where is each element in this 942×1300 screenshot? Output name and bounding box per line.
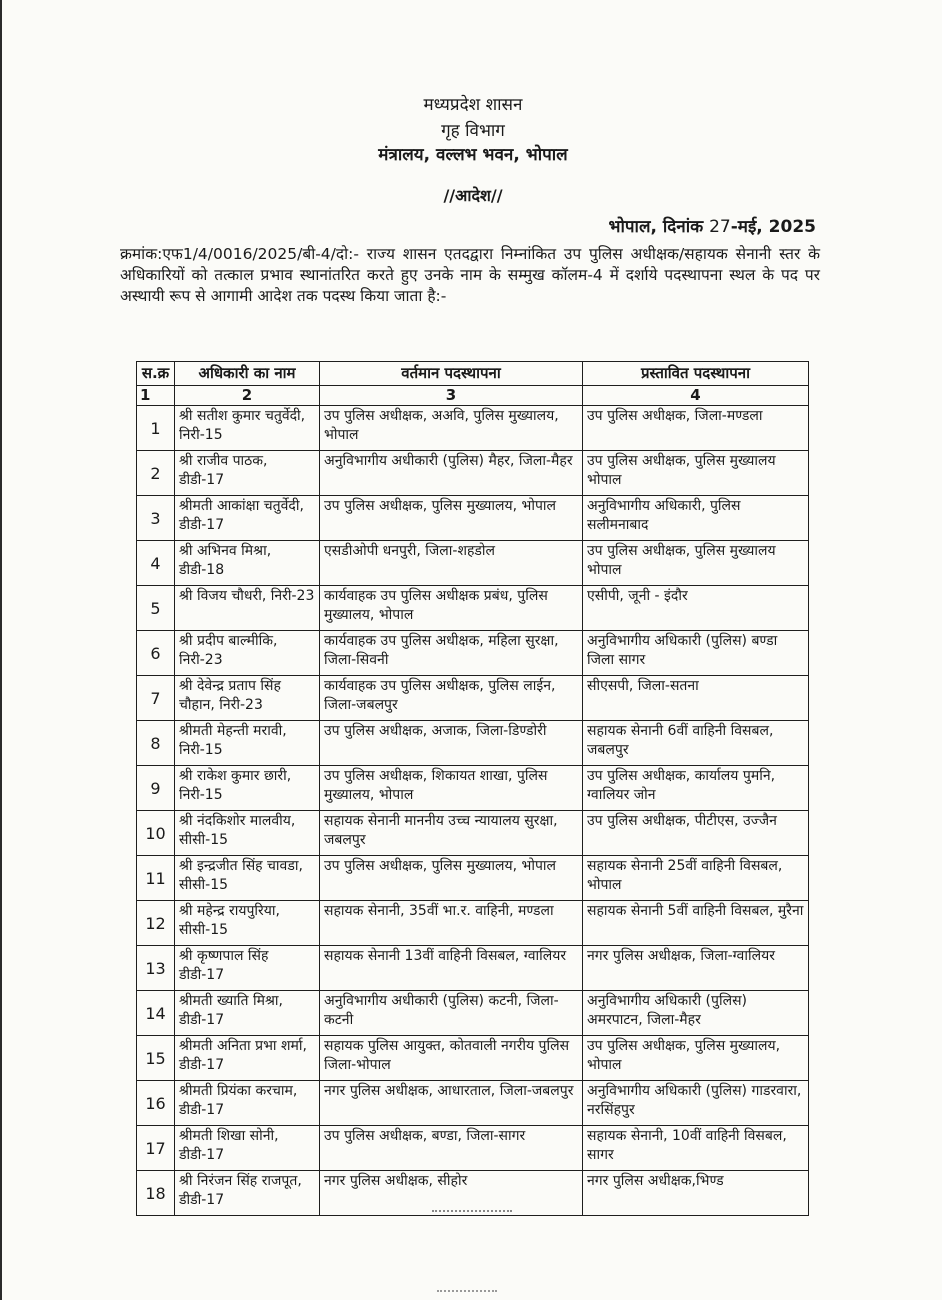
row-serial: 1 <box>137 406 175 451</box>
table-row <box>137 856 809 901</box>
row-serial: 13 <box>137 946 175 991</box>
row-serial: 16 <box>137 1081 175 1126</box>
row-proposed-posting: सहायक सेनानी, 10वीं वाहिनी विसबल, सागर <box>583 1126 809 1171</box>
row-current-posting: सहायक सेनानी माननीय उच्च न्यायालय सुरक्षा, जबलपुर <box>320 811 583 856</box>
row-proposed-posting: अनुविभागीय अधिकारी (पुलिस) बण्डा जिला सागर <box>583 631 809 676</box>
row-current-posting: उप पुलिस अधीक्षक, पुलिस मुख्यालय, भोपाल <box>320 496 583 541</box>
row-officer-name: श्रीमती प्रियंका करचाम, डीडी-17 <box>175 1081 320 1126</box>
row-officer-name: श्री इन्द्रजीत सिंह चावडा, सीसी-15 <box>175 856 320 901</box>
table-row <box>137 1081 809 1126</box>
row-proposed-posting: उप पुलिस अधीक्षक, पुलिस मुख्यालय भोपाल <box>583 541 809 586</box>
row-serial: 4 <box>137 541 175 586</box>
row-serial: 6 <box>137 631 175 676</box>
scan-mark <box>432 1210 512 1216</box>
row-officer-name: श्री निरंजन सिंह राजपूत, डीडी-17 <box>175 1171 320 1216</box>
row-current-posting: अनुविभागीय अधीकारी (पुलिस) मैहर, जिला-मैहर <box>320 451 583 496</box>
table-row <box>137 631 809 676</box>
header-current-posting: वर्तमान पदस्थापना <box>320 362 583 386</box>
row-serial: 17 <box>137 1126 175 1171</box>
row-officer-name: श्री विजय चौधरी, निरी-23 <box>175 586 320 631</box>
row-serial: 5 <box>137 586 175 631</box>
date-line <box>609 214 816 237</box>
header-proposed-posting: प्रस्तावित पदस्थापना <box>583 362 809 386</box>
row-current-posting: नगर पुलिस अधीक्षक, आधारताल, जिला-जबलपुर <box>320 1081 583 1126</box>
scan-mark <box>437 1290 497 1295</box>
row-current-posting: उप पुलिस अधीक्षक, अजाक, जिला-डिण्डोरी <box>320 721 583 766</box>
date-suffix: -मई, 2025 <box>730 217 816 237</box>
table-row <box>137 1126 809 1171</box>
date-day: 27 <box>709 217 731 237</box>
row-proposed-posting: उप पुलिस अधीक्षक, पुलिस मुख्यालय, भोपाल <box>583 1036 809 1081</box>
row-serial: 11 <box>137 856 175 901</box>
header-department: गृह विभाग <box>441 121 505 141</box>
row-current-posting: सहायक सेनानी 13वीं वाहिनी विसबल, ग्वालियर <box>320 946 583 991</box>
row-current-posting: उप पुलिस अधीक्षक, अअवि, पुलिस मुख्यालय, भोपाल <box>320 406 583 451</box>
table-row <box>137 676 809 721</box>
row-proposed-posting: सीएसपी, जिला-सतना <box>583 676 809 721</box>
row-proposed-posting: एसीपी, जूनी - इंदौर <box>583 586 809 631</box>
row-proposed-posting: नगर पुलिस अधीक्षक,भिण्ड <box>583 1171 809 1216</box>
row-officer-name: श्रीमती मेहन्ती मरावी, निरी-15 <box>175 721 320 766</box>
row-current-posting: सहायक पुलिस आयुक्त, कोतवाली नगरीय पुलिस जिला-भोपाल <box>320 1036 583 1081</box>
row-officer-name: श्री सतीश कुमार चतुर्वेदी, निरी-15 <box>175 406 320 451</box>
row-serial: 12 <box>137 901 175 946</box>
row-serial: 10 <box>137 811 175 856</box>
row-proposed-posting: सहायक सेनानी 5वीं वाहिनी विसबल, मुरैना <box>583 901 809 946</box>
row-current-posting: सहायक सेनानी, 35वीं भा.र. वाहिनी, मण्डला <box>320 901 583 946</box>
row-proposed-posting: उप पुलिस अधीक्षक, कार्यालय पुमनि, ग्वालियर जोन <box>583 766 809 811</box>
header-officer-name: अधिकारी का नाम <box>175 362 320 386</box>
table-row <box>137 811 809 856</box>
intro-paragraph: क्रमांक:एफ1/4/0016/2025/बी-4/दो:- राज्य शासन एतदद्वारा निम्नांकित उप पुलिस अधीक्षक/सहायक सेनानी स्तर के अधिकारियों को तत्काल प्रभाव स्थानांतरित करते हुए उनके नाम के सम्मुख कॉलम-4 में दर्शाये पदस्थापना स्थल के पद पर अस्थायी रूप से आगामी आदेश तक पदस्थ किया जाता है:- <box>120 245 820 305</box>
row-current-posting: उप पुलिस अधीक्षक, बण्डा, जिला-सागर <box>320 1126 583 1171</box>
header-address: मंत्रालय, वल्लभ भवन, भोपाल <box>378 145 568 165</box>
row-current-posting: एसडीओपी धनपुरी, जिला-शहडोल <box>320 541 583 586</box>
row-current-posting: कार्यवाहक उप पुलिस अधीक्षक, महिला सुरक्षा, जिला-सिवनी <box>320 631 583 676</box>
order-title: //आदेश// <box>443 186 503 205</box>
row-proposed-posting: सहायक सेनानी 6वीं वाहिनी विसबल, जबलपुर <box>583 721 809 766</box>
row-serial: 9 <box>137 766 175 811</box>
row-officer-name: श्री अभिनव मिश्रा, डीडी-18 <box>175 541 320 586</box>
row-proposed-posting: अनुविभागीय अधिकारी (पुलिस) अमरपाटन, जिला-मैहर <box>583 991 809 1036</box>
row-officer-name: श्रीमती आकांक्षा चतुर्वेदी, डीडी-17 <box>175 496 320 541</box>
row-officer-name: श्री राकेश कुमार छारी, निरी-15 <box>175 766 320 811</box>
row-serial: 2 <box>137 451 175 496</box>
table-row <box>137 586 809 631</box>
table-row <box>137 406 809 451</box>
row-current-posting: कार्यवाहक उप पुलिस अधीक्षक, पुलिस लाईन, जिला-जबलपुर <box>320 676 583 721</box>
table-row <box>137 991 809 1036</box>
col-number-3: 3 <box>320 386 583 406</box>
table-row <box>137 496 809 541</box>
row-officer-name: श्री कृष्णपाल सिंह डीडी-17 <box>175 946 320 991</box>
table-row <box>137 1171 809 1216</box>
row-proposed-posting: उप पुलिस अधीक्षक, पीटीएस, उज्जैन <box>583 811 809 856</box>
table-row <box>137 901 809 946</box>
row-officer-name: श्री महेन्द्र रायपुरिया, सीसी-15 <box>175 901 320 946</box>
transfer-table <box>136 361 809 1216</box>
row-serial: 15 <box>137 1036 175 1081</box>
row-current-posting: कार्यवाहक उप पुलिस अधीक्षक प्रबंध, पुलिस मुख्यालय, भोपाल <box>320 586 583 631</box>
row-proposed-posting: अनुविभागीय अधिकारी (पुलिस) गाडरवारा, नरसिंहपुर <box>583 1081 809 1126</box>
row-officer-name: श्रीमती अनिता प्रभा शर्मा, डीडी-17 <box>175 1036 320 1081</box>
table-row <box>137 946 809 991</box>
row-current-posting: उप पुलिस अधीक्षक, शिकायत शाखा, पुलिस मुख्यालय, भोपाल <box>320 766 583 811</box>
row-proposed-posting: सहायक सेनानी 25वीं वाहिनी विसबल, भोपाल <box>583 856 809 901</box>
header-serial: स.क्र <box>137 362 175 386</box>
row-officer-name: श्री देवेन्द्र प्रताप सिंह चौहान, निरी-23 <box>175 676 320 721</box>
row-proposed-posting: नगर पुलिस अधीक्षक, जिला-ग्वालियर <box>583 946 809 991</box>
row-officer-name: श्री नंदकिशोर मालवीय, सीसी-15 <box>175 811 320 856</box>
row-current-posting: उप पुलिस अधीक्षक, पुलिस मुख्यालय, भोपाल <box>320 856 583 901</box>
col-number-4: 4 <box>583 386 809 406</box>
row-current-posting: नगर पुलिस अधीक्षक, सीहोर <box>320 1171 583 1216</box>
table-row <box>137 541 809 586</box>
date-prefix: भोपाल, दिनांक <box>608 217 710 237</box>
row-current-posting: अनुविभागीय अधीकारी (पुलिस) कटनी, जिला-कटनी <box>320 991 583 1036</box>
row-proposed-posting: उप पुलिस अधीक्षक, पुलिस मुख्यालय भोपाल <box>583 451 809 496</box>
table-row <box>137 721 809 766</box>
row-proposed-posting: उप पुलिस अधीक्षक, जिला-मण्डला <box>583 406 809 451</box>
col-number-1: 1 <box>137 386 175 406</box>
table-row <box>137 451 809 496</box>
row-serial: 14 <box>137 991 175 1036</box>
row-officer-name: श्री राजीव पाठक, डीडी-17 <box>175 451 320 496</box>
row-serial: 8 <box>137 721 175 766</box>
row-officer-name: श्रीमती ख्याति मिश्रा, डीडी-17 <box>175 991 320 1036</box>
col-number-2: 2 <box>175 386 320 406</box>
header-state: मध्यप्रदेश शासन <box>423 95 523 115</box>
table-body <box>137 406 809 1216</box>
row-serial: 18 <box>137 1171 175 1216</box>
row-serial: 3 <box>137 496 175 541</box>
table-row <box>137 766 809 811</box>
row-serial: 7 <box>137 676 175 721</box>
table-row <box>137 1036 809 1081</box>
row-officer-name: श्रीमती शिखा सोनी, डीडी-17 <box>175 1126 320 1171</box>
row-officer-name: श्री प्रदीप बाल्मीकि, निरी-23 <box>175 631 320 676</box>
row-proposed-posting: अनुविभागीय अधिकारी, पुलिस सलीमनाबाद <box>583 496 809 541</box>
